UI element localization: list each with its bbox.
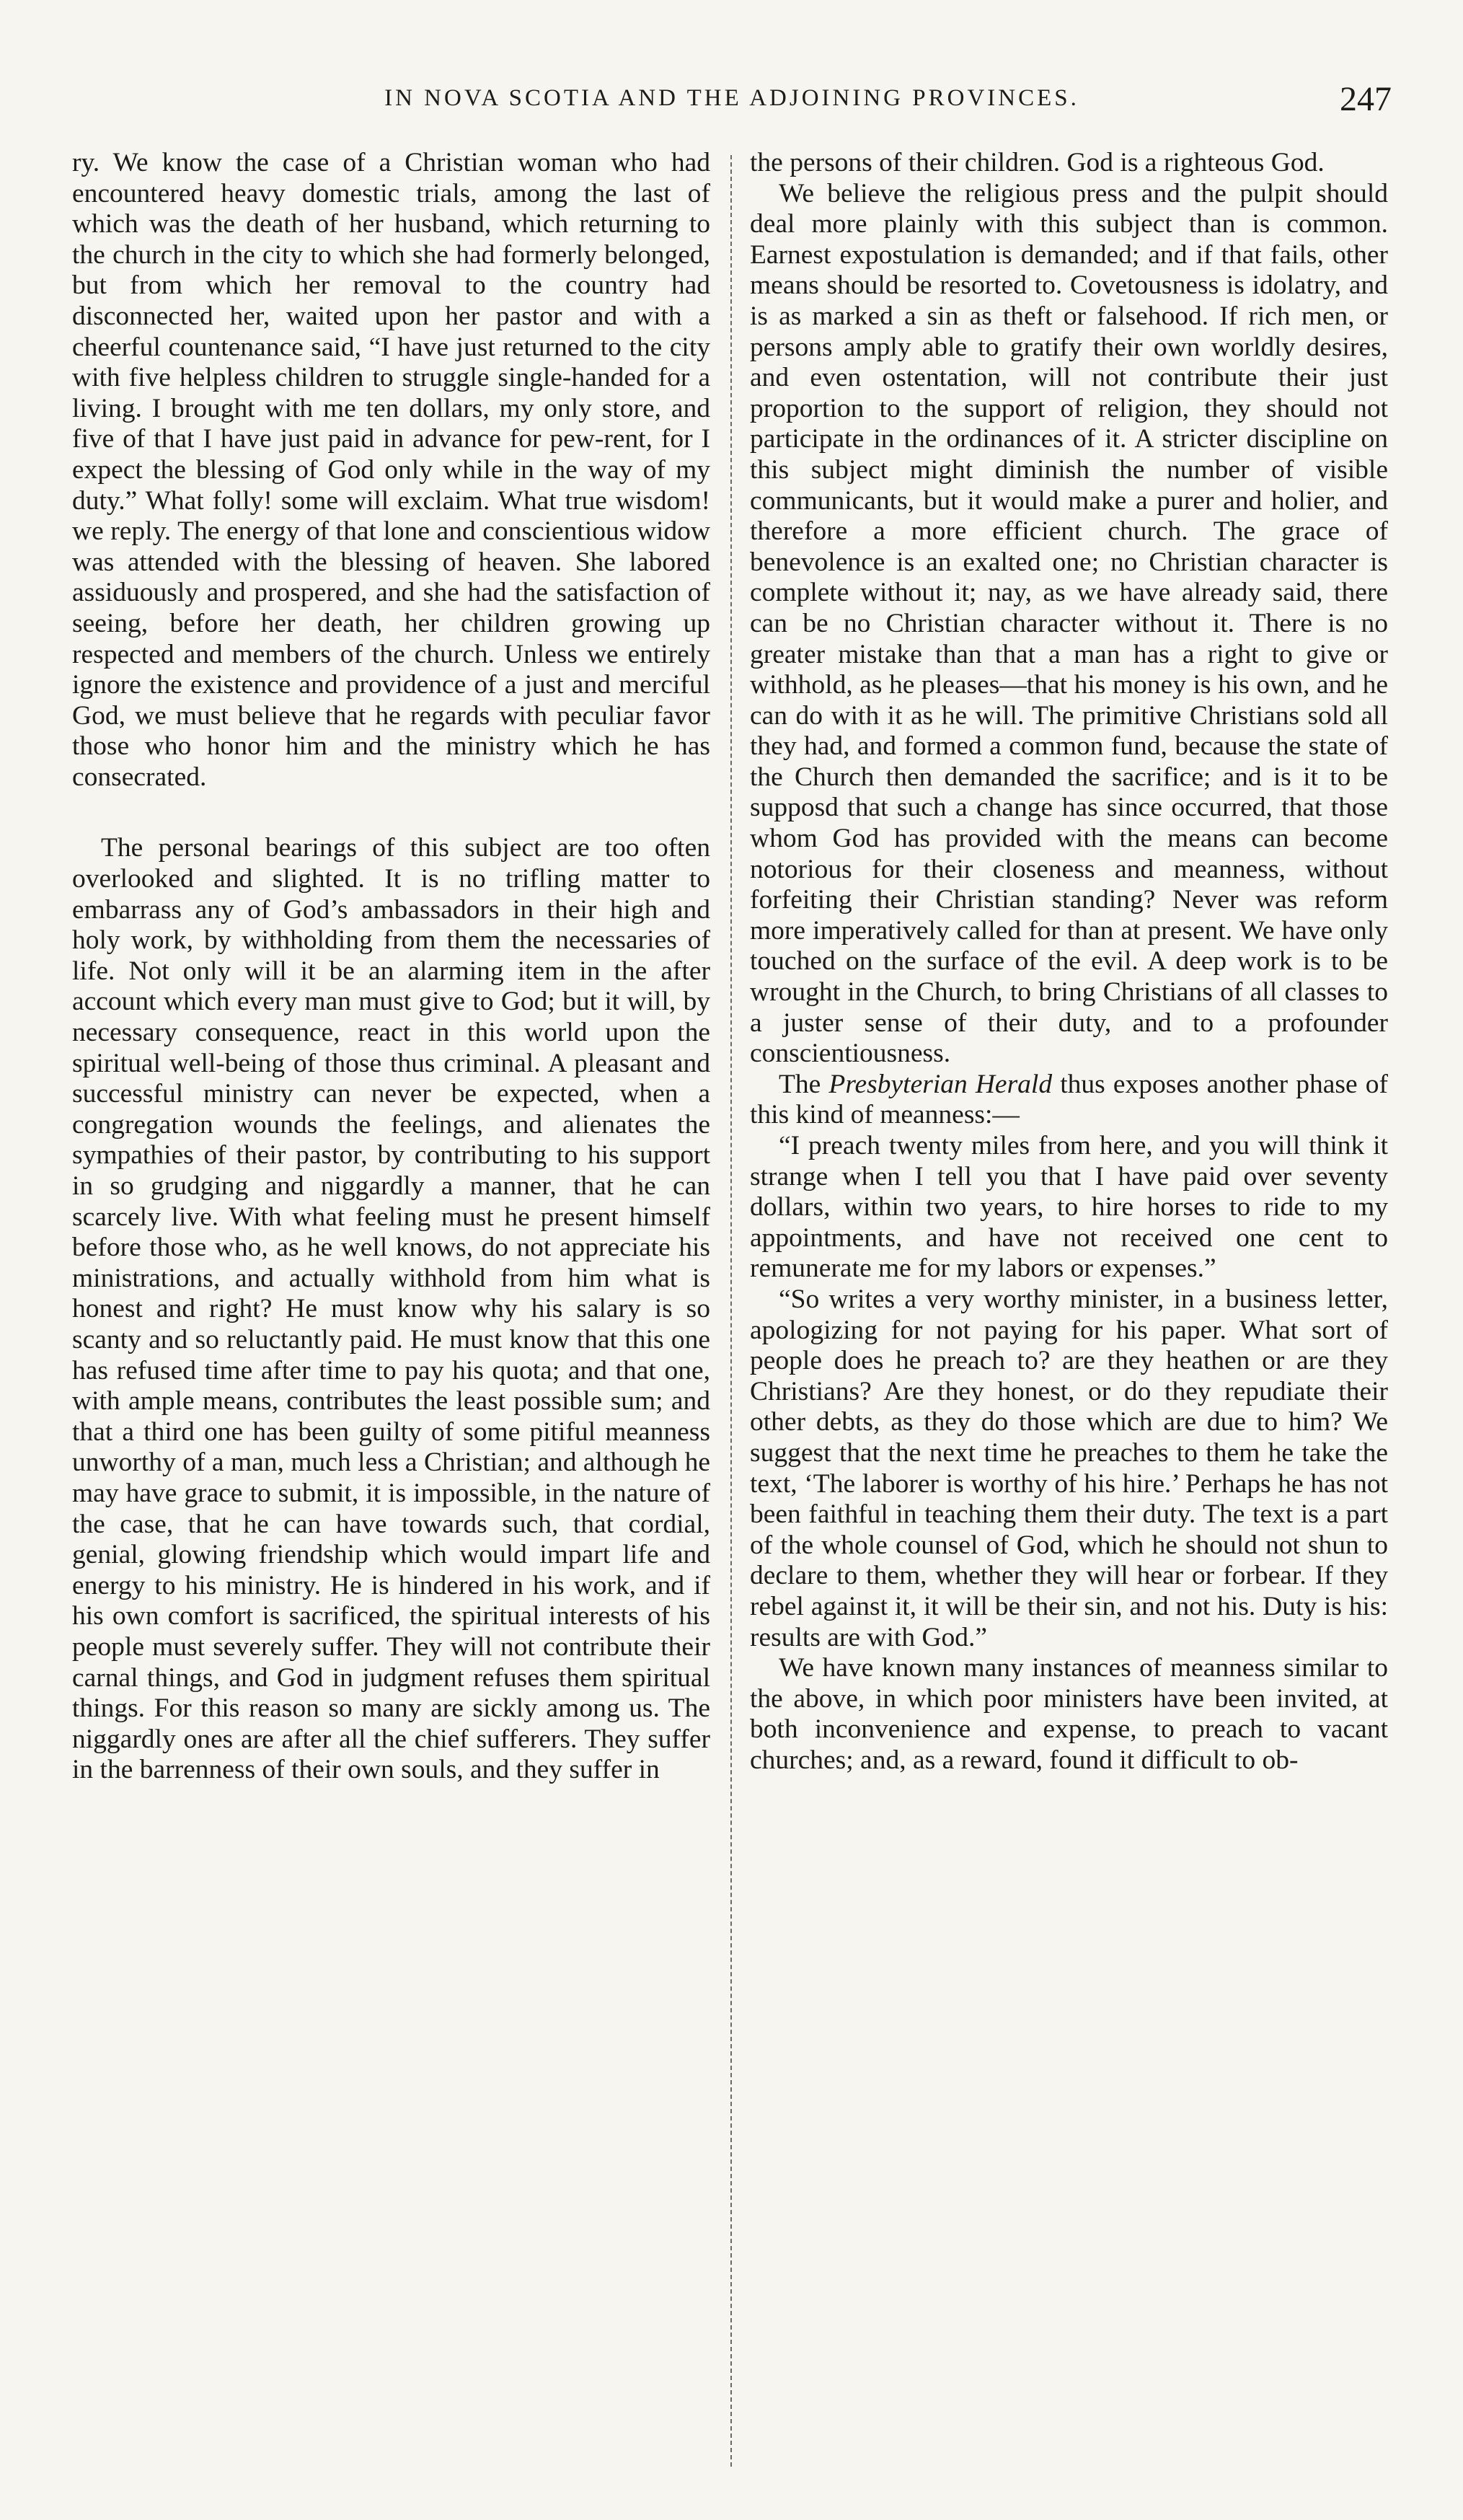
paragraph: We believe the religious press and the pulpit should deal more plainly with this subject than is common. Earnest expostulation is demanded; and if that fails, other means should be resorted to. Covetousness is idolatry, and is as marked a sin as theft or falsehood. If rich men, or persons amply able to gratify their own worldly desires, and even ostentation, will not contribute their just proportion to the support of religion, they should not participate in the ordinances of it. A stricter discipline on this subject might diminish the number of visible communicants, but it would make a purer and holier, and therefore a more efficient church. The grace of benevolence is an exalted one; no Christian character is complete without it; nay, as we have already said, there can be no Christian character without it. There is no greater mistake than that a man has a right to give or withhold, as he pleases—that his money is his own, and he can do with it as he will. The primitive Christians sold all they had, and formed a common fund, because the state of the Church then demanded the sacrifice; and is it to be supposd that such a change has since occurred, that those whom God has provided with the means can become notorious for their closeness and meanness, without forfeiting their Christian standing? Never was reform more imperatively called for than at present. We have only touched on the surface of the evil. A deep work is to be wrought in the Church, to bring Christians of all classes to a juster sense of their duty, and to a profounder conscientiousness.: [750, 178, 1388, 1069]
paragraph: the persons of their children. God is a righteous God.: [750, 148, 1325, 177]
right-column: [750, 148, 1388, 2477]
left-column: [72, 148, 710, 2477]
paragraph: [750, 1070, 1388, 1131]
paragraph: We have known many instances of meanness similar to the above, in which poor ministers have been invited, at both inconvenience and expense, to preach to vacant churches; and, as a reward, found it difficult to ob-: [750, 1653, 1388, 1775]
quotation: “I preach twenty miles from here, and you will think it strange when I tell you that I have paid over seventy dollars, within two years, to hire horses to ride to my appointments, and have not received one cent to remunerate me for my labors or expenses.”: [750, 1131, 1388, 1284]
quotation: “So writes a very worthy minister, in a business letter, apologizing for not paying for his paper. What sort of people does he preach to? are they heathen or are they Christians? Are they honest, or do they repudiate their other debts, as they do those which are due to him? We suggest that the next time he preaches to them he take the text, ‘The laborer is worthy of his hire.’ Perhaps he has not been faithful in teaching them their duty. The text is a part of the whole counsel of God, which he should not shun to declare to them, whether they will hear or forbear. If they rebel against it, it will be their sin, and not his. Duty is his: results are with God.”: [750, 1284, 1388, 1652]
paragraph-lead: The: [779, 1069, 829, 1099]
column-divider: [730, 155, 732, 2467]
paragraph: The personal bearings of this subject are too often overlooked and slighted. It is no trifling matter to embarrass any of God’s ambassadors in their high and holy work, by withholding from them the necessaries of life. Not only will it be an alarming item in the after account which every man must give to God; but it will, by necessary consequence, react in this world upon the spiritual well-being of those thus criminal. A pleasant and successful ministry can never be expected, when a congregation wounds the feelings, and alienates the sympathies of their pastor, by contributing to his support in so grudging and niggardly a manner, that he can scarcely live. With what feeling must he present himself before those who, as he well knows, do not appreciate his ministrations, and actually withhold from him what is honest and right? He must know why his salary is so scanty and so reluctantly paid. He must know that this one has refused time after time to pay his quota; and that one, with ample means, contributes the least possible sum; and that a third one has been guilty of some pitiful meanness unworthy of a man, much less a Christian; and although he may have grace to submit, it is impossible, in the nature of the case, that he can have towards such, that cordial, genial, glowing friendship which would impart life and energy to his ministry. He is hindered in his work, and if his own comfort is sacrificed, the spiritual interests of his people must severely suffer. They will not contribute their carnal things, and God in judgment refuses them spiritual things. For this reason so many are sickly among us. The niggardly ones are after all the chief sufferers. They suffer in the barrenness of their own souls, and they suffer in: [72, 833, 710, 1785]
publication-title: Presbyterian Herald: [828, 1069, 1053, 1099]
page-header: [72, 80, 1392, 128]
running-head: IN NOVA SCOTIA AND THE ADJOINING PROVINCES.: [384, 85, 1079, 111]
paragraph-rest: thus exposes another phase of this kind of meanness:—: [750, 1069, 1388, 1130]
paragraph: ry. We know the case of a Christian woman who had encountered heavy domestic trials, among the last of which was the death of her husband, which returning to the church in the city to which she had formerly belonged, but from which her removal to the country had disconnected her, waited upon her pastor and with a cheerful countenance said, “I have just returned to the city with five helpless children to struggle single-handed for a living. I brought with me ten dollars, my only store, and five of that I have just paid in advance for pew-rent, for I expect the blessing of God only while in the way of my duty.” What folly! some will exclaim. What true wisdom! we reply. The energy of that lone and conscientious widow was attended with the blessing of heaven. She labored assiduously and prospered, and she had the satisfaction of seeing, before her death, her children growing up respected and members of the church. Unless we entirely ignore the existence and providence of a just and merciful God, we must believe that he regards with peculiar favor those who honor him and the ministry which he has consecrated.: [72, 148, 710, 792]
page-number: 247: [1340, 80, 1392, 118]
